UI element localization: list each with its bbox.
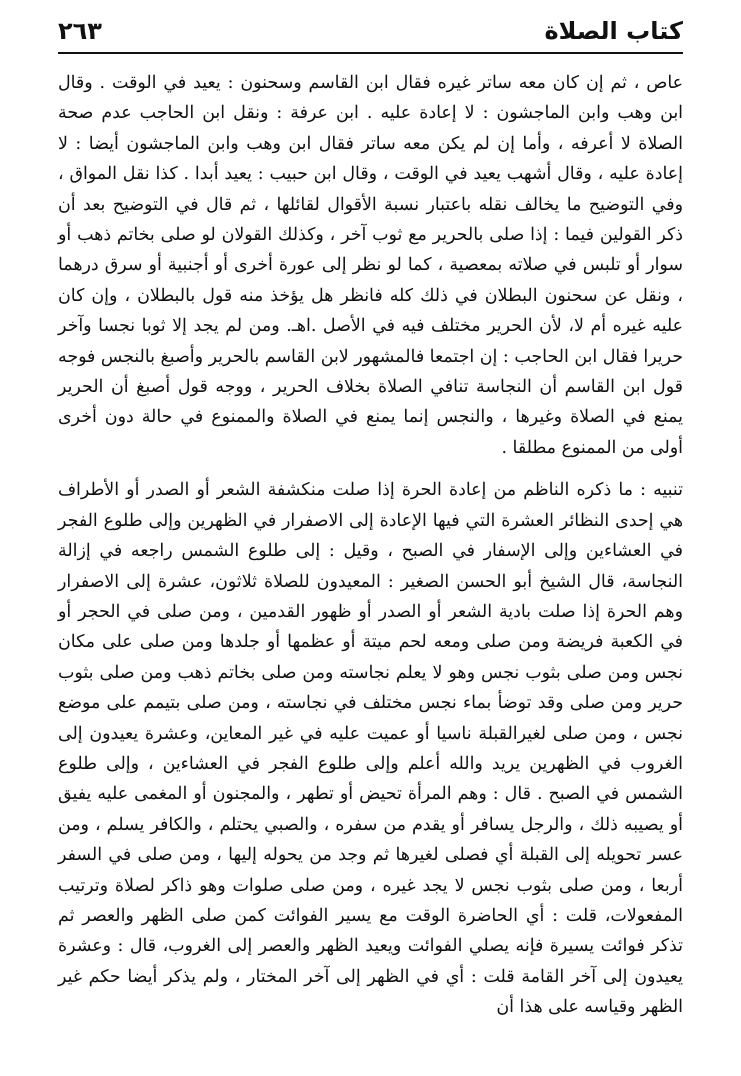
running-header <box>58 14 683 54</box>
page-number: ٢٦٣ <box>58 17 102 45</box>
chapter-title: كتاب الصلاة <box>544 17 683 45</box>
body-paragraph-1: عاص ، ثم إن كان معه ساتر غيره فقال ابن القاسم وسحنون : يعيد في الوقت . وقال ابن وهب وابن الماجشون : لا إعادة عليه . ابن عرفة : ونقل ابن الحاجب عدم صحة الصلاة لا أعرفه ، وأما إن لم يكن معه ساتر فقال ابن وهب وابن الماجشون أيضا : لا إعادة عليه ، وقال أشهب يعيد في الوقت ، وقال ابن حبيب : يعيد أبدا . كذا نقل المواق ، وفي التوضيح ما يخالف نقله باعتبار نسبة الأقوال لقائلها ، ثم قال في التوضيح بعد أن ذكر القولين فيما : إذا صلى بالحرير مع ثوب آخر ، وكذلك القولان لو صلى بخاتم ذهب أو سوار أو تلبس في صلاته بمعصية ، كما لو نظر إلى عورة أخرى أو أجنبية أو سرق درهما ، ونقل عن سحنون البطلان في ذلك كله فانظر هل يؤخذ منه قول بالبطلان ، وإن كان عليه غيره أم لا، لأن الحرير مختلف فيه في الأصل .اهـ. ومن لم يجد إلا ثوبا نجسا وآخر حريرا فقال ابن الحاجب : إن اجتمعا فالمشهور لابن القاسم بالحرير وأصبغ بالنجس فوجه قول ابن القاسم أن النجاسة تنافي الصلاة بخلاف الحرير ، ووجه قول أصبغ أن الحرير يمنع في الصلاة وغيرها ، والنجس إنما يمنع في الصلاة والممنوع في حالة دون أخرى أولى من الممنوع مطلقا . <box>58 73 683 458</box>
body-paragraph-2: تنبيه : ما ذكره الناظم من إعادة الحرة إذا صلت منكشفة الشعر أو الصدر أو الأطراف هي إحدى النظائر العشرة التي فيها الإعادة إلى الاصفرار في الظهرين وإلى طلوع الفجر في العشاءين وإلى الإسفار في الصبح ، وقيل : إلى طلوع الشمس راجعه في إزالة النجاسة، قال الشيخ أبو الحسن الصغير : المعيدون للصلاة ثلاثون، عشرة إلى الاصفرار وهم الحرة إذا صلت بادية الشعر أو الصدر أو ظهور القدمين ، ومن صلى في الحجر أو في الكعبة فريضة ومن صلى ومعه لحم ميتة أو عظمها أو جلدها ومن صلى على مكان نجس ومن صلى بثوب نجس وهو لا يعلم نجاسته ومن صلى بخاتم ذهب ومن صلى بثوب حرير ومن صلى وقد توضأ بماء نجس مختلف في نجاسته ، ومن صلى بتيمم على موضع نجس ، ومن صلى لغيرالقبلة ناسيا أو عميت عليه في غير المعاين، وعشرة يعيدون إلى الغروب في الظهرين يريد والله أعلم وإلى طلوع الفجر في العشاءين ، وإلى طلوع الشمس في الصبح . قال : وهم المرأة تحيض أو تطهر ، والمجنون أو المغمى عليه يفيق أو يصيبه ذلك ، والرجل يسافر أو يقدم من سفره ، والصبي يحتلم ، والكافر يسلم ، ومن عسر تحويله إلى القبلة أي فصلى لغيرها ثم وجد من يحوله إليها ، ومن صلى في السفر أربعا ، ومن صلى بثوب نجس لا يجد غيره ، ومن صلى صلوات وهو ذاكر لصلاة وترتيب المفعولات، قلت : أي الحاضرة الوقت مع يسير الفوائت كمن صلى الظهر والعصر ثم تذكر فوائت يسيرة فإنه يصلي الفوائت ويعيد الظهر والعصر إلى الغروب، قال : وعشرة يعيدون إلى آخر القامة قلت : أي في الظهر إلى آخر المختار ، ولم يذكر أيضا حكم غير الظهر وقياسه على هذا أن <box>58 480 683 1018</box>
